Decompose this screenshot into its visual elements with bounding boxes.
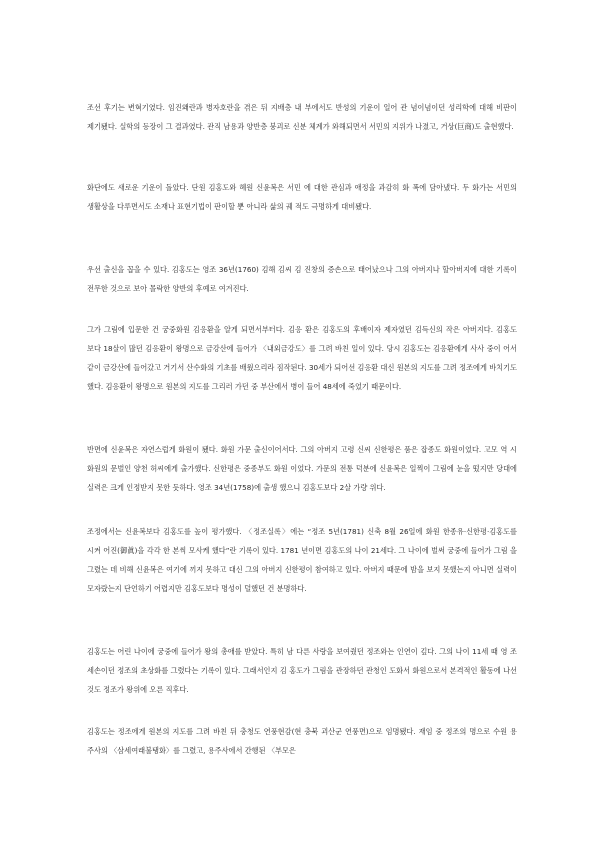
- paragraph-kim-entry: 그가 그림에 입문한 건 궁중화원 김응환을 알게 되면서부터다. 김응 환은 김홍도의 후배이자 제자였던 김득신의 작은 아버지다. 김홍도 보다 18살이 많던 김응환이 왕명으로 금강산에 들어가 〈내외금강도〉를 그려 바친 일이 있다. 당시 김홍도는 김응환에게 사사 중이 어서 같이 금강산에 들어갔고 거기서 산수화의 기초를 배웠으리라 짐작된다. 30세가 되어선 김응환 대신 원본의 지도를 그려 정조에게 바치기도 했다. 김응환이 왕명으로 원본의 지도를 그리러 가던 중 부산에서 병이 들어 48세에 죽었기 때문이다.: [87, 325, 517, 391]
- paragraph-yeonpung: 김홍도는 정조에게 원본의 지도를 그려 바친 뒤 충청도 연풍현감(현 충북 괴산군 연풍면)으로 임명됐다. 재임 중 정조의 명으로 수원 용 주사의 〈삼세여래불탱화〉를 그렸고, 용주사에서 간행된 〈부모은: [87, 727, 517, 755]
- paragraph-late-joseon: 조선 후기는 변혁기였다. 임진왜란과 병자호란을 겪은 뒤 지배층 내 부에서도 반성의 기운이 일어 관 념이념이던 성리학에 대해 비판이 제기됐다. 실학의 등장이 그 결과였다. 관직 남용과 양반층 붕괴로 신분 체계가 와해되면서 서민의 지위가 나졌고, 거상(巨商)도 출현했다.: [87, 103, 517, 131]
- paragraph-court-record: 조정에서는 신윤복보다 김홍도를 높이 평가했다. 〈정조실록〉에는 “정조 5년(1781) 신축 8월 26일에 화원 한종유·신한평·김홍도를 시켜 어진(御眞)을 각각 한 본씩 모사케 했다”란 기록이 있다. 1781 년이면 김홍도의 나이 21세다. 그 나이에 벌써 궁중에 들어가 그림 을 그렸는 데 비해 신윤복은 여기에 끼지 못하고 대신 그의 아버지 신한평이 참여하고 있다. 아버지 때문에 밤을 보지 못했는지 아니면 실력이 모자랐는지 단언하기 어렵지만 김홍도보다 명성이 덜했던 건 분명하다.: [87, 527, 517, 593]
- paragraph-shin-family: 반면에 신윤복은 자연스럽게 화원이 됐다. 화원 가문 출신이어서다. 그의 아버지 고령 신씨 신한평은 품은 잡종도 화원이었다. 고모 역 시 화원의 문벌인 양천 허씨에게 출가했다. 신한평은 중종부도 화원 이었다. 가문의 전통 덕분에 신윤복은 일찍이 그림에 눈을 떴지만 당대에 실력은 크게 인정받지 못한 듯하다. 영조 34년(1758)에 출생 했으니 김홍도보다 2살 가량 위다.: [87, 445, 517, 492]
- paragraph-origin: 우선 출신을 꼽을 수 있다. 김홍도는 영조 36년(1760) 김해 김씨 김 진창의 증손으로 태어났으나 그의 아버지나 할아버지에 대한 기록이 전무한 것으로 보아 몰락한 양반의 후예로 여겨진다.: [87, 265, 517, 293]
- paragraph-jeongjo: 김홍도는 어린 나이에 궁중에 들어가 왕의 총애를 받았다. 특히 남 다른 사랑을 보여줬던 정조와는 인연이 깊다. 그의 나이 11세 때 영 조 세손이던 정조의 초상화를 그렸다는 기록이 있다. 그래서인지 김 홍도가 그림을 관장하던 관청인 도화서 화원으로서 본격적인 활동에 나선 것도 정조가 왕위에 오른 직후다.: [87, 647, 517, 694]
- paragraph-painting-world: 화단에도 새로운 기운이 돌았다. 단원 김홍도와 혜원 신윤복은 서민 에 대한 관심과 애정을 과감히 화 폭에 담아냈다. 두 화가는 서민의 생활상을 다루면서도 소재나 표현기법이 판이할 뿐 아니라 삶의 궤 적도 극명하게 대비됐다.: [87, 183, 517, 211]
